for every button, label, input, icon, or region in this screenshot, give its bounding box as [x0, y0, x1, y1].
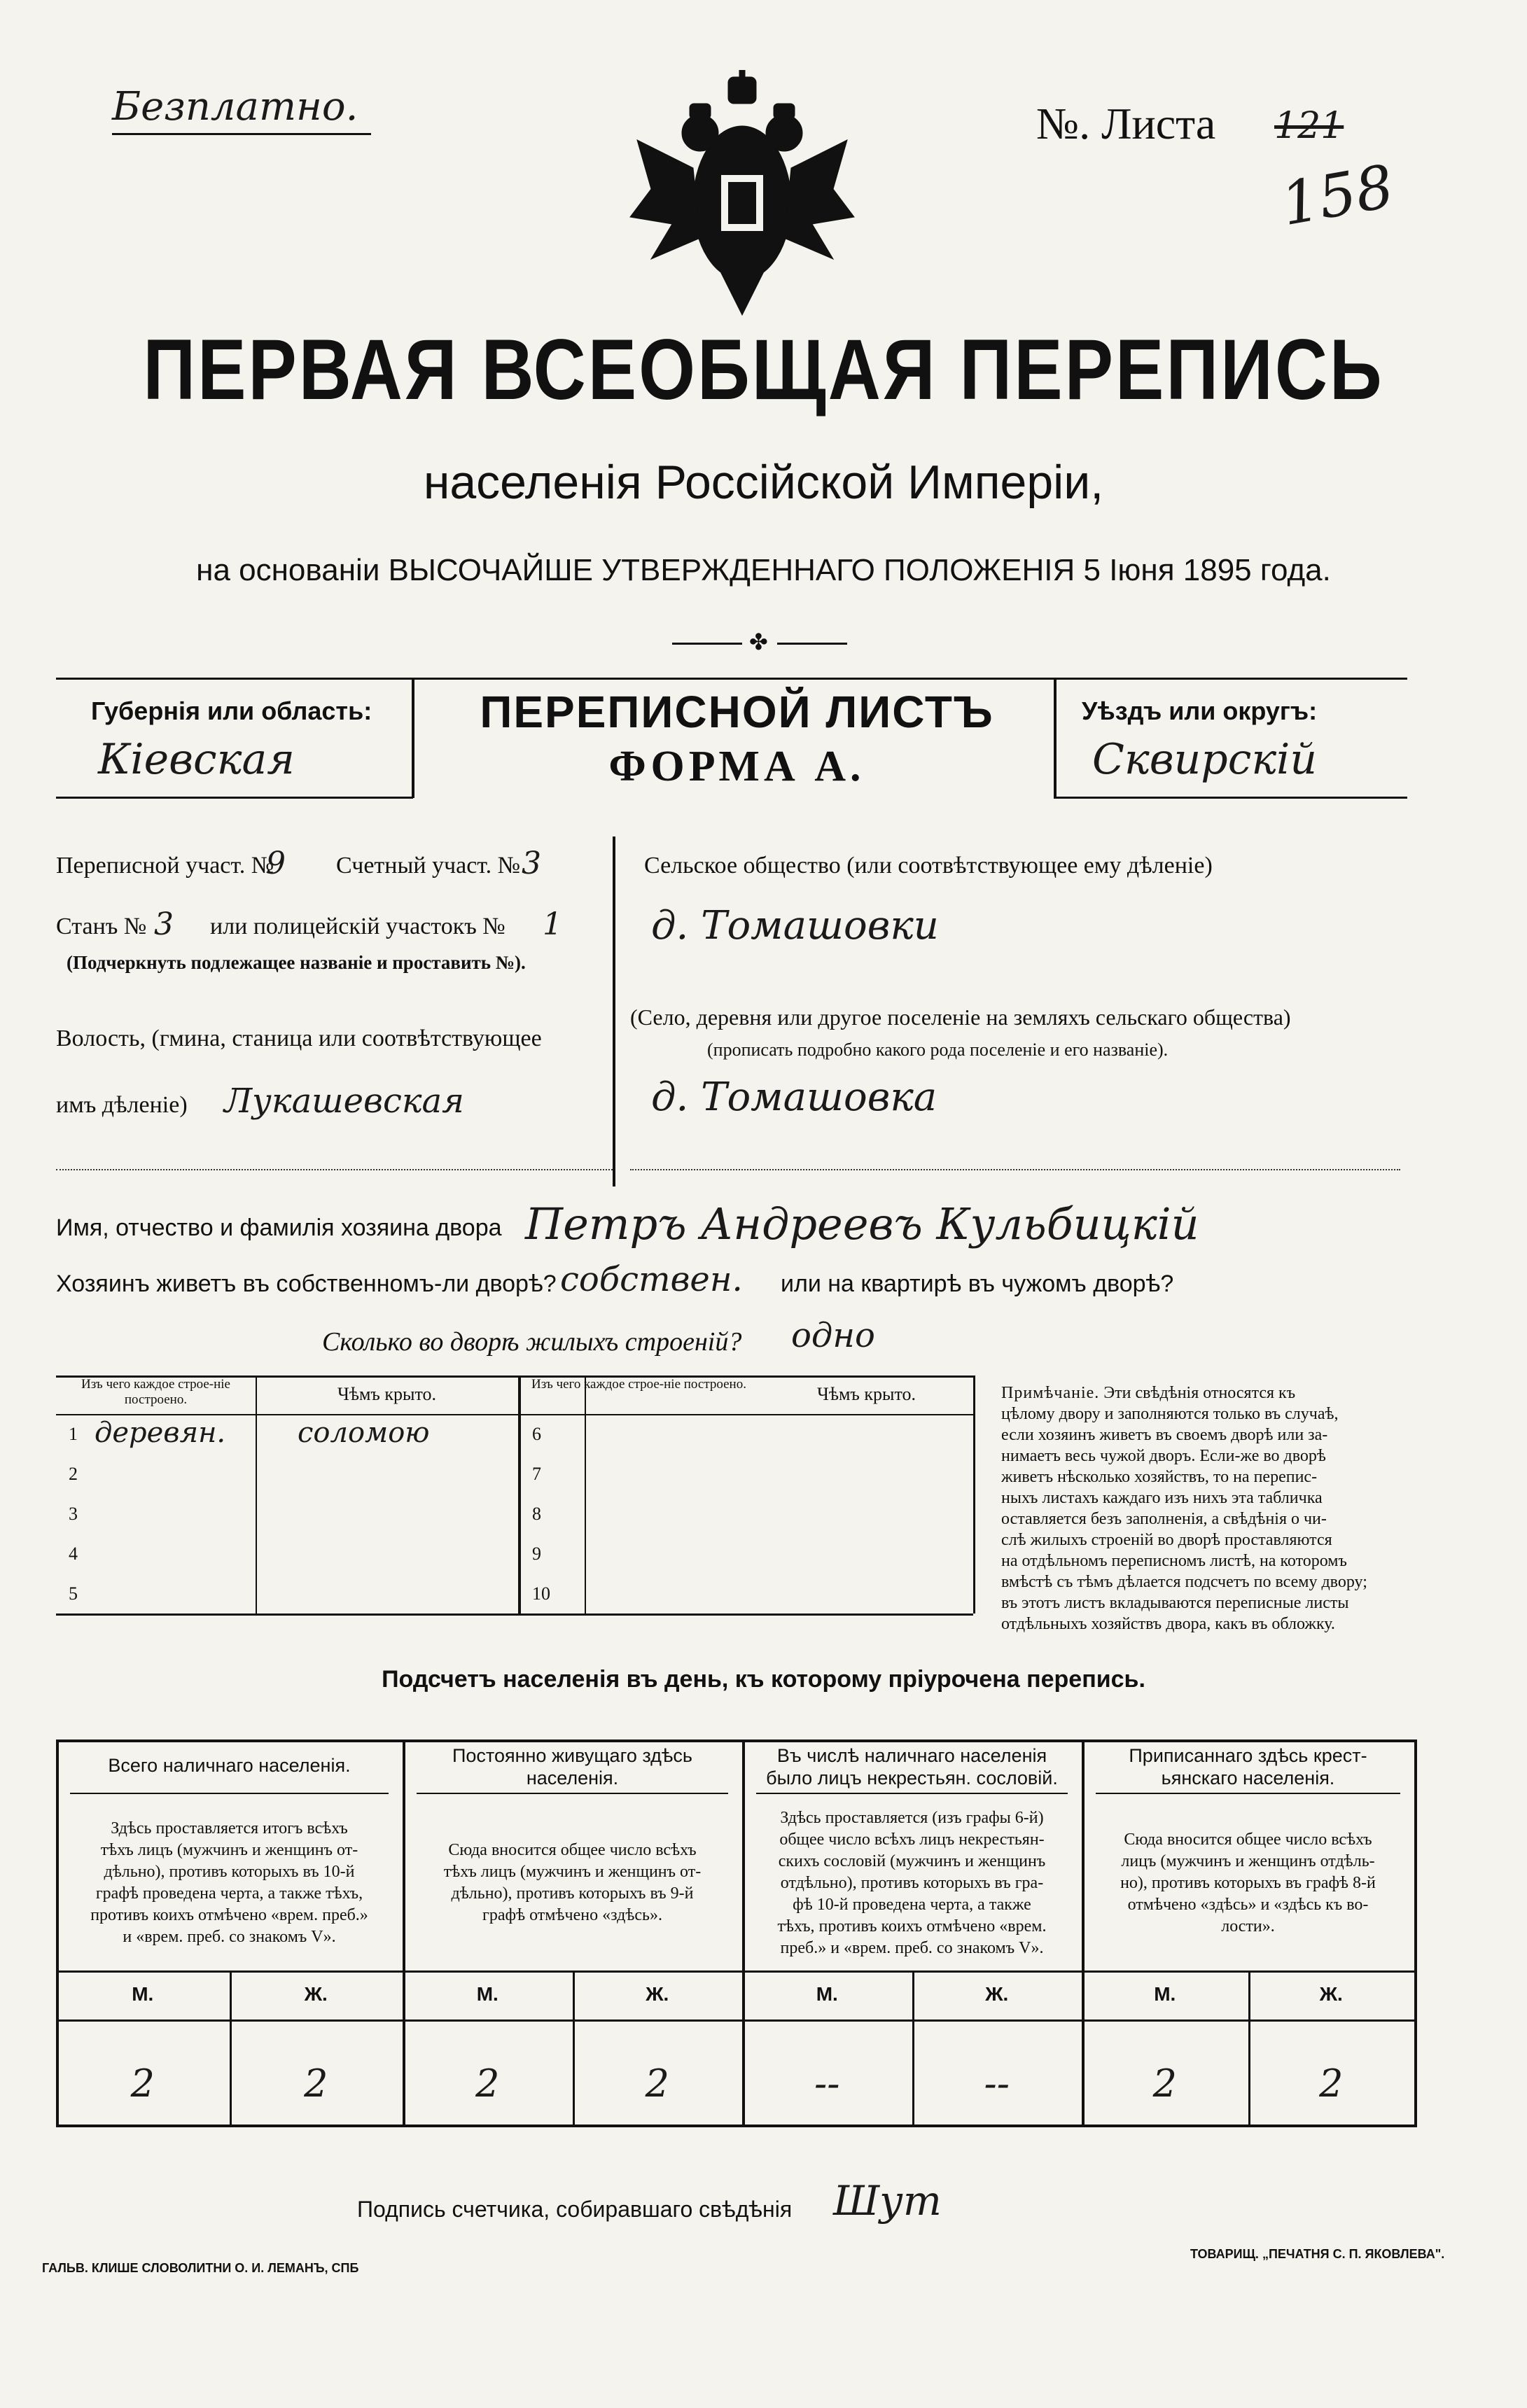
ctable-col-desc: дѣльно), противъ которыхъ въ 9-й	[451, 1884, 694, 1903]
note-line: Эти свѣдѣнія относятся къ	[1103, 1384, 1296, 1402]
btable-row-number: 10	[532, 1583, 550, 1604]
census-section-value: 9	[266, 846, 286, 881]
province-value: Кіевская	[98, 735, 295, 784]
btable-row-number: 1	[69, 1424, 78, 1444]
ornament-left	[672, 643, 742, 645]
ctable-col-desc: лицъ (мужчинъ и женщинъ отдѣль-	[1121, 1851, 1375, 1870]
btable-row-number: 7	[532, 1464, 541, 1484]
note-lines	[1001, 1384, 1367, 1633]
ctable-head-underline	[417, 1793, 728, 1794]
btable-row-number: 4	[69, 1544, 78, 1564]
residence-value: собствен.	[560, 1260, 743, 1299]
fields-divider	[613, 836, 615, 1186]
page-subtitle: населенія Россійской Имперіи,	[423, 456, 1104, 509]
form-header-divider-left	[412, 678, 414, 798]
ctable-m-value: 2	[475, 2062, 500, 2106]
province-label: Губернія или область:	[91, 696, 372, 725]
btable-head-built-2: Изъ чего каждое строе-ніе построено.	[531, 1377, 746, 1392]
ctable-m-value: 2	[130, 2062, 155, 2106]
society-value: д. Томашовки	[651, 903, 939, 948]
btable-row-number: 5	[69, 1583, 78, 1604]
ctable-col-desc: тѣхъ лицъ (мужчинъ и женщинъ от-	[100, 1841, 358, 1859]
btable-right-edge	[973, 1376, 975, 1614]
ctable-col-head: было лицъ некрестьян. сословій.	[766, 1768, 1058, 1788]
ctable-col-desc: Сюда вносится общее число всѣхъ	[448, 1841, 697, 1859]
ctable-m-value: 2	[1152, 2062, 1177, 2106]
ctable-head-underline	[1096, 1793, 1400, 1794]
footer-left: ГАЛЬВ. КЛИШЕ СЛОВОЛИТНИ О. И. ЛЕМАНЪ, СПБ	[42, 2261, 359, 2275]
ctable-zh-value: --	[984, 2062, 1010, 2106]
note-line: ныхъ листахъ каждаго изъ нихъ эта табличка	[1001, 1489, 1323, 1507]
note-line: нимаетъ весь чужой дворъ. Если-же во дворѣ	[1001, 1447, 1326, 1465]
settlement-value: д. Томашовка	[651, 1074, 937, 1120]
ctable-col-desc: и «врем. преб. со знакомъ V».	[123, 1928, 336, 1946]
ctable-val-line	[56, 2019, 1414, 2022]
count-title: Подсчетъ населенія въ день, къ которому пріурочена перепись.	[382, 1666, 1145, 1693]
ctable-col-desc: фѣ 10-й проведена черта, а также	[793, 1895, 1031, 1914]
ctable-col-desc: дѣльно), противъ которыхъ въ 10-й	[104, 1863, 355, 1881]
note-line: живетъ нѣсколько хозяйствъ, то на перепис-	[1001, 1468, 1318, 1486]
ctable-col-desc: тѣхъ лицъ (мужчинъ и женщинъ от-	[443, 1863, 702, 1881]
note-block	[1001, 1382, 1421, 1634]
ctable-col-desc: общее число всѣхъ лицъ некрестьян-	[779, 1830, 1045, 1849]
residence-label: Хозяинъ живетъ въ собственномъ-ли дворѣ?	[56, 1270, 557, 1297]
ctable-bottom	[56, 2124, 1414, 2127]
ctable-m-label: М.	[1154, 1983, 1176, 2005]
btable-row-number: 9	[532, 1544, 541, 1564]
ctable-col-head: Постоянно живущаго здѣсь	[452, 1745, 692, 1766]
btable-roof-value: соломою	[298, 1417, 430, 1449]
note-line: въ этотъ листъ вкладываются переписные листы	[1001, 1594, 1349, 1612]
note-line: цѣлому двору и заполняются только въ случаѣ,	[1001, 1405, 1339, 1423]
buildings-label: Сколько во дворѣ жилыхъ строеній?	[322, 1327, 742, 1357]
note-line: вмѣстѣ съ тѣмъ дѣлается подсчетъ по всему двору;	[1001, 1573, 1367, 1591]
note-line: слѣ жилыхъ строеній во дворѣ проставляются	[1001, 1531, 1332, 1549]
ctable-col-head: ьянскаго населенія.	[1161, 1768, 1335, 1788]
ctable-col-desc: противъ коихъ отмѣчено «врем. преб.»	[90, 1906, 368, 1924]
sheet-no-handwritten: 158	[1276, 151, 1399, 239]
ctable-zh-value: 2	[304, 2062, 328, 2106]
btable-col-line	[256, 1376, 257, 1614]
note-line: если хозяинъ живетъ въ своемъ дворѣ или за-	[1001, 1426, 1328, 1444]
residence-label-2: или на квартирѣ въ чужомъ дворѣ?	[781, 1270, 1174, 1297]
form-title: ПЕРЕПИСНОЙ ЛИСТЪ	[480, 687, 994, 737]
ctable-m-label: М.	[132, 1983, 154, 2005]
ctable-zh-label: Ж.	[304, 1983, 328, 2005]
buildings-value: одно	[791, 1316, 875, 1355]
ctable-col-desc: преб.» и «врем. преб. со знакомъ V».	[780, 1938, 1044, 1957]
btable-row-number: 2	[69, 1464, 78, 1484]
ctable-mz-line	[56, 1970, 1414, 1973]
ctable-col-head: Всего наличнаго населенія.	[108, 1755, 351, 1776]
volost-label-2: имъ дѣленіе)	[56, 1092, 188, 1118]
ornament-icon: ✤	[749, 629, 768, 654]
counting-section-label: Счетный участ. №	[336, 853, 521, 878]
basis-line: на основаніи ВЫСОЧАЙШЕ УТВЕРЖДЕННАГО ПОЛОЖЕНІЯ 5 Іюня 1895 года.	[196, 553, 1331, 587]
ctable-zh-label: Ж.	[646, 1983, 669, 2005]
btable-built-value: деревян.	[95, 1417, 226, 1449]
ctable-col-desc: Сюда вносится общее число всѣхъ	[1124, 1830, 1372, 1849]
form-header-bottom-left	[56, 797, 413, 799]
free-underline	[112, 133, 371, 135]
ctable-col-head: Въ числѣ наличнаго населенія	[776, 1745, 1047, 1766]
stan-value: 3	[154, 906, 174, 942]
btable-head-roof: Чѣмъ крыто.	[337, 1384, 437, 1404]
ctable-col-head: Приписаннаго здѣсь крест-	[1129, 1745, 1367, 1766]
ctable-col-desc: тѣхъ, противъ коихъ отмѣчено «врем.	[777, 1917, 1047, 1935]
footer-right: ТОВАРИЩ. „ПЕЧАТНЯ С. П. ЯКОВЛЕВА".	[1190, 2247, 1445, 2261]
btable-bottom	[56, 1614, 973, 1616]
double-headed-eagle-icon	[623, 70, 861, 322]
underline-note: (Подчеркнуть подлежащее названіе и проставить №).	[67, 952, 526, 973]
form-header-bottom-right	[1054, 797, 1407, 799]
btable-row-number: 6	[532, 1424, 541, 1444]
ctable-col-desc: Здѣсь проставляется итогъ всѣхъ	[111, 1819, 348, 1837]
owner-name-value: Петръ Андреевъ Кульбицкій	[525, 1198, 1199, 1250]
form-header-top	[56, 678, 1407, 680]
ctable-col-desc: графѣ проведена черта, а также тѣхъ,	[95, 1884, 363, 1903]
btable-head-roof-2: Чѣмъ крыто.	[816, 1384, 916, 1404]
ctable-zh-label: Ж.	[1319, 1983, 1343, 2005]
note-line: отдѣльныхъ хозяйствъ двора, какъ въ обложку.	[1001, 1615, 1335, 1633]
settlement-label: (Село, деревня или другое поселеніе на земляхъ сельскаго общества)	[630, 1004, 1291, 1030]
ctable-zh-value: 2	[1319, 2062, 1344, 2106]
police-value: 1	[543, 906, 562, 942]
btable-mid-line	[518, 1376, 521, 1614]
ctable-col-head: населенія.	[526, 1768, 619, 1788]
volost-value: Лукашевская	[224, 1082, 464, 1121]
police-label: или полицейскій участокъ №	[210, 913, 505, 939]
ctable-m-label: М.	[476, 1983, 498, 2005]
ctable-head-underline	[756, 1793, 1068, 1794]
census-section-label: Переписной участ. №	[56, 853, 274, 878]
ctable-col-desc: лости».	[1221, 1917, 1275, 1935]
btable-head-line	[56, 1414, 973, 1415]
ctable-col-desc: отмѣчено «здѣсь» и «здѣсь къ во-	[1127, 1895, 1369, 1914]
btable-row-number: 8	[532, 1504, 541, 1524]
btable-row-number: 3	[69, 1504, 78, 1524]
note-line: на отдѣльномъ переписномъ листѣ, на которомъ	[1001, 1552, 1347, 1570]
settlement-note: (прописать подробно какого рода поселеніе и его названіе).	[707, 1040, 1169, 1060]
note-lead: Примѣчаніе.	[1001, 1384, 1100, 1402]
sheet-no-label: №. Листа	[1036, 99, 1216, 148]
note-line: оставляется безъ заполненія, а свѣдѣнія о чи-	[1001, 1510, 1327, 1528]
ctable-col-desc: Здѣсь проставляется (изъ графы 6-й)	[780, 1808, 1044, 1827]
ctable-head-underline	[70, 1793, 389, 1794]
signature-label: Подпись счетчика, собиравшаго свѣдѣнія	[357, 2197, 793, 2222]
stan-label: Станъ №	[56, 913, 147, 939]
ctable-col-desc: отдѣльно), противъ которыхъ въ гра-	[780, 1873, 1044, 1892]
ctable-m-label: М.	[816, 1983, 838, 2005]
ctable-col-desc: скихъ сословій (мужчинъ и женщинъ	[778, 1851, 1046, 1870]
signature-value: Шут	[833, 2177, 942, 2225]
sheet-no-printed: 121	[1274, 105, 1344, 147]
ctable-top	[56, 1740, 1414, 1742]
form-letter: ФОРМА А.	[608, 743, 865, 790]
ctable-m-value: --	[814, 2062, 840, 2106]
ctable-zh-value: 2	[645, 2062, 669, 2106]
district-value: Сквирскій	[1092, 735, 1317, 784]
owner-name-label: Имя, отчество и фамилія хозяина двора	[56, 1214, 502, 1241]
free-label: Безплатно.	[112, 84, 358, 130]
society-label: Сельское общество (или соотвѣтствующее ему дѣленіе)	[644, 853, 1213, 878]
volost-dotted-line	[56, 1169, 613, 1170]
ctable-col-desc: но), противъ которыхъ въ графѣ 8-й	[1120, 1873, 1376, 1892]
btable-col-line	[585, 1376, 586, 1614]
district-label: Уѣздъ или округъ:	[1082, 696, 1318, 725]
settlement-dotted-line	[630, 1169, 1400, 1170]
ctable-col-line	[1414, 1740, 1417, 2127]
page-title: ПЕРВАЯ ВСЕОБЩАЯ ПЕРЕПИСЬ	[143, 322, 1384, 419]
ctable-zh-label: Ж.	[985, 1983, 1009, 2005]
volost-label: Волость, (гмина, станица или соотвѣтствующее	[56, 1026, 542, 1051]
form-header-divider-right	[1054, 678, 1057, 798]
ctable-col-desc: графѣ отмѣчено «здѣсь».	[482, 1906, 662, 1924]
btable-head-built: Изъ чего каждое строе-ніе построено.	[81, 1377, 230, 1407]
counting-section-value: 3	[522, 846, 541, 881]
ornament-right	[777, 643, 847, 645]
